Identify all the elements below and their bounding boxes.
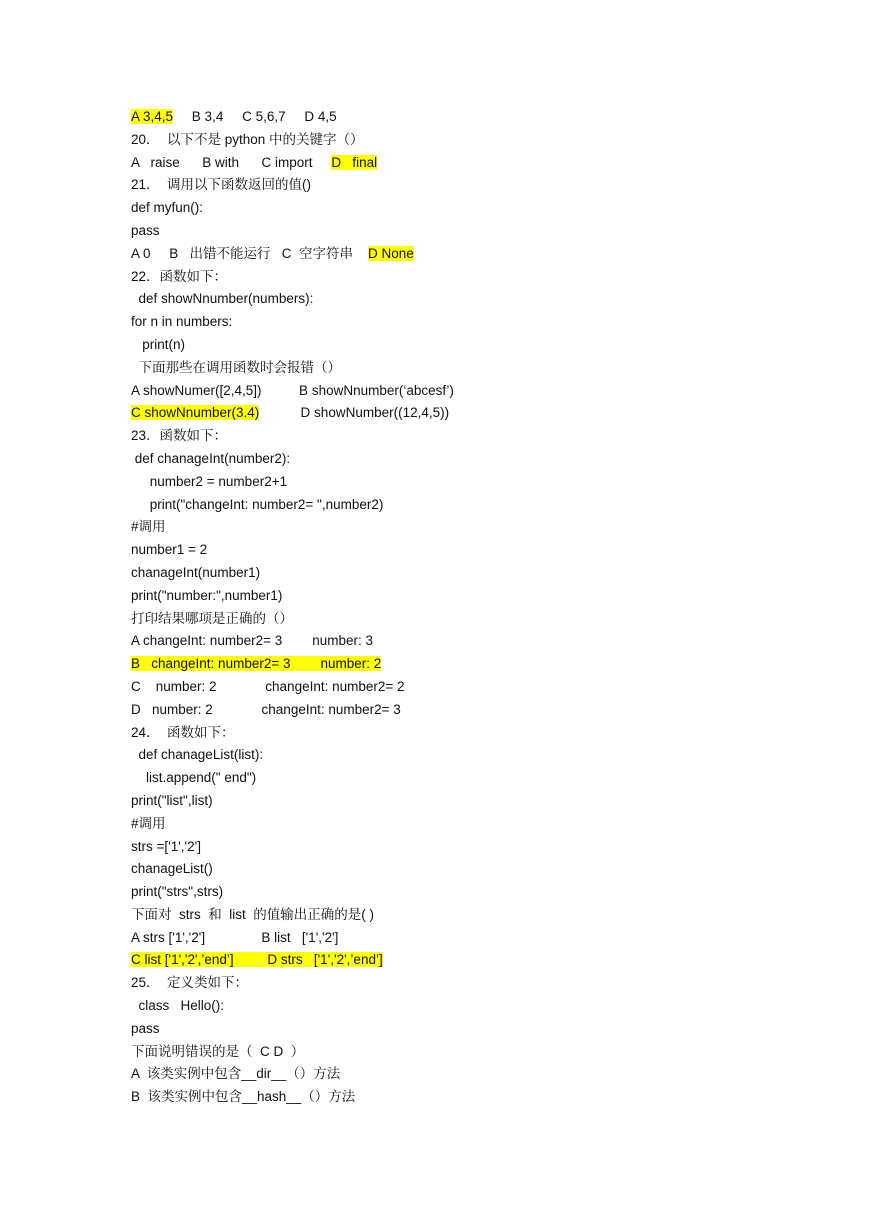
text-line (131, 653, 831, 676)
text-line (131, 266, 831, 289)
text-run: A raise B with C import (131, 154, 332, 170)
text-line (131, 722, 831, 745)
text-run: A showNumer([2,4,5]) B showNnumber(‘abcesf’) (131, 382, 454, 398)
text-run: 25． 定义类如下： (131, 975, 249, 991)
text-line (131, 767, 831, 790)
text-line (131, 357, 831, 380)
text-line (131, 790, 831, 813)
text-run: list.append(" end") (131, 770, 257, 786)
text-run: D number: 2 changeInt: number2= 3 (131, 701, 401, 717)
text-line (131, 197, 831, 220)
text-run: A 0 B 出错不能运行 C 空字符串 (131, 245, 369, 261)
text-run: 下面说明错误的是（ C D ） (131, 1043, 305, 1059)
text-line (131, 402, 831, 425)
text-line (131, 813, 831, 836)
text-run: #调用 (131, 519, 166, 535)
text-line (131, 676, 831, 699)
text-run: 24． 函数如下： (131, 724, 235, 740)
highlighted-answer: D None (368, 245, 414, 261)
text-line (131, 881, 831, 904)
text-line (131, 220, 831, 243)
document-body (131, 106, 831, 1109)
text-run: C number: 2 changeInt: number2= 2 (131, 678, 405, 694)
text-run: print("strs",strs) (131, 884, 224, 900)
text-line (131, 630, 831, 653)
text-line (131, 927, 831, 950)
text-line (131, 288, 831, 311)
text-line (131, 744, 831, 767)
text-run: 22．函数如下： (131, 268, 228, 284)
text-run: chanageList() (131, 861, 213, 877)
text-run: 20． 以下不是 python 中的关键字（） (131, 131, 364, 147)
text-line (131, 471, 831, 494)
text-run: class Hello(): (131, 998, 225, 1014)
text-run: 打印结果哪项是正确的（） (131, 610, 293, 626)
text-run: def myfun(): (131, 200, 204, 216)
text-run: def chanageList(list): (131, 747, 264, 763)
text-line (131, 129, 831, 152)
text-line (131, 904, 831, 927)
text-line (131, 1041, 831, 1064)
text-line (131, 949, 831, 972)
highlighted-answer: C showNnumber(3.4) (131, 405, 260, 421)
text-run: 23．函数如下： (131, 428, 228, 444)
text-run: D showNumber((12,4,5)) (259, 405, 450, 421)
highlighted-answer: C list ['1','2',’end’] D strs ['1','2',’end’] (131, 952, 383, 968)
text-line (131, 995, 831, 1018)
text-run: A strs ['1','2'] B list ['1','2'] (131, 929, 339, 945)
text-run: B 该类实例中包含__hash__（）方法 (131, 1089, 356, 1105)
text-line (131, 334, 831, 357)
text-line (131, 1063, 831, 1086)
text-run: def chanageInt(number2): (131, 450, 291, 466)
text-line (131, 699, 831, 722)
text-line (131, 972, 831, 995)
text-line (131, 539, 831, 562)
text-run: A 该类实例中包含__dir__（）方法 (131, 1066, 341, 1082)
text-line (131, 1018, 831, 1041)
text-line (131, 243, 831, 266)
text-line (131, 380, 831, 403)
text-line (131, 608, 831, 631)
text-line (131, 562, 831, 585)
text-line (131, 106, 831, 129)
text-run: chanageInt(number1) (131, 564, 261, 580)
text-run: #调用 (131, 815, 166, 831)
text-run: pass (131, 222, 160, 238)
text-line (131, 858, 831, 881)
text-line (131, 152, 831, 175)
text-run: number2 = number2+1 (131, 473, 288, 489)
text-line (131, 836, 831, 859)
text-run: B 3,4 C 5,6,7 D 4,5 (173, 109, 337, 124)
text-run: print("number:",number1) (131, 587, 283, 603)
text-run: pass (131, 1020, 160, 1036)
text-line (131, 311, 831, 334)
text-run: number1 = 2 (131, 542, 208, 558)
text-run: 下面那些在调用函数时会报错（） (131, 359, 342, 375)
highlighted-answer: D final (331, 154, 378, 170)
highlighted-answer: B changeInt: number2= 3 number: 2 (131, 656, 382, 672)
text-run: strs =['1','2'] (131, 838, 201, 854)
text-line (131, 448, 831, 471)
text-line (131, 494, 831, 517)
text-line (131, 174, 831, 197)
text-line (131, 516, 831, 539)
text-line (131, 425, 831, 448)
text-line (131, 1086, 831, 1109)
highlighted-answer: A 3,4,5 (131, 109, 174, 124)
text-run: def showNnumber(numbers): (131, 291, 314, 307)
text-run: print(n) (131, 336, 186, 352)
text-run: for n in numbers: (131, 314, 233, 330)
text-run: A changeInt: number2= 3 number: 3 (131, 633, 374, 649)
text-run: print("changeInt: number2= ",number2) (131, 496, 384, 512)
text-line (131, 585, 831, 608)
text-run: 21． 调用以下函数返回的值() (131, 177, 312, 193)
text-run: print("list",list) (131, 792, 213, 808)
text-run: 下面对 strs 和 list 的值输出正确的是( ) (131, 906, 374, 922)
